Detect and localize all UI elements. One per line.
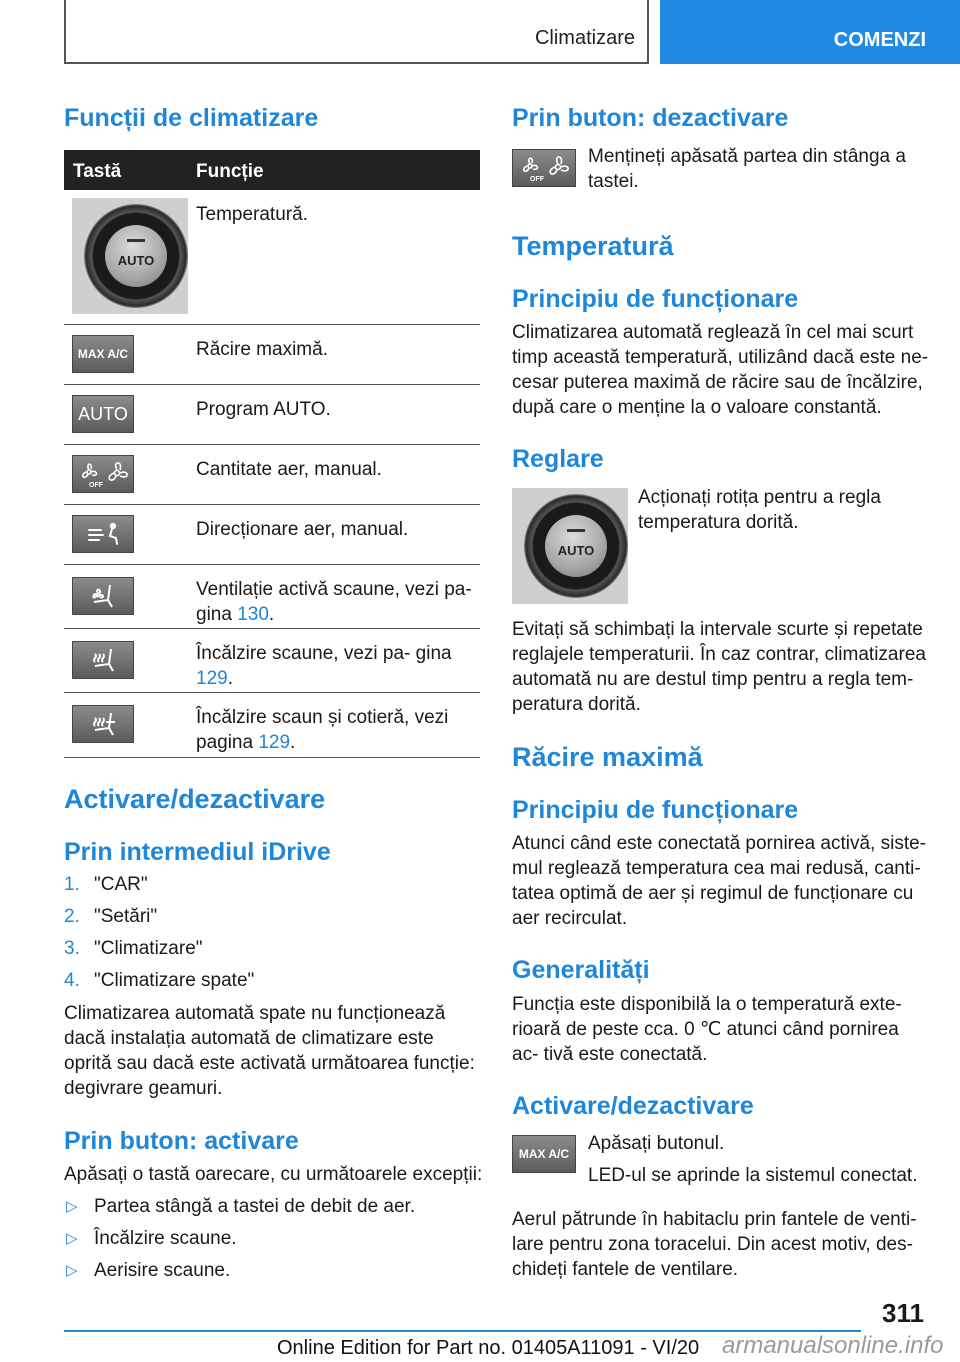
bullet-triangle-icon: ▷ [66, 1262, 78, 1279]
watermark: armanualsonline.info [722, 1332, 944, 1359]
table-row [64, 190, 480, 325]
col-function-header: Funcție [196, 161, 264, 182]
bullet-triangle-icon: ▷ [66, 1198, 78, 1215]
fan-off-key-label: OFF [530, 176, 544, 183]
row-text: Program AUTO. [196, 399, 331, 420]
table-row [64, 629, 480, 693]
row-text-body: Ventilație activă scaune, vezi pa‐ gina [196, 579, 472, 625]
row-text: Încălzire scaun și cotieră, vezi pagina 129. [196, 707, 449, 753]
maxcool-principle-heading: Principiu de funcționare [512, 796, 799, 824]
seat-ventilation-button-icon [72, 577, 134, 615]
step-text: "Climatizare" [94, 938, 203, 959]
step-text: "Climatizare spate" [94, 970, 255, 991]
maxcool-heading: Răcire maximă [512, 742, 703, 772]
table-header [64, 150, 480, 190]
row-text-body: Încălzire scaune, vezi pa‐ gina [196, 643, 452, 664]
adjust-heading: Reglare [512, 445, 604, 473]
principle-heading: Principiu de funcționare [512, 285, 799, 313]
step-number: 3. [64, 938, 80, 959]
header-frame [64, 0, 649, 64]
functions-heading: Funcții de climatizare [64, 104, 319, 132]
row-text: Încălzire scaune, vezi pa‐ gina 129. [196, 643, 452, 689]
seat-heating-button-icon [72, 641, 134, 679]
auto-key-label: AUTO [78, 403, 128, 424]
step-text: "Setări" [94, 906, 158, 927]
page-link-129[interactable]: 129 [196, 668, 228, 689]
table-row [64, 445, 480, 505]
act-note: Aerul pătrunde în habitaclu prin fantele de venti‐ lare pentru zona toracelui. Din acest motiv, des‐ chideți fantele de ventilare. [512, 1209, 917, 1280]
idrive-heading: Prin intermediul iDrive [64, 838, 331, 866]
air-direction-button-icon [72, 515, 134, 553]
exception-text: Partea stângă a tastei de debit de aer. [94, 1196, 416, 1217]
fan-off-button-icon [512, 149, 576, 187]
list-item [64, 1194, 480, 1226]
fan-off-button-icon [72, 455, 134, 493]
adjust-note: Evitați să schimbați la intervale scurte și repetate reglajele temperaturii. În caz contrar, climatizarea automată nu are destul timp pentru a regla tem‐ peratura dorită. [512, 619, 926, 715]
max-ac-key-label: MAX A/C [77, 346, 129, 361]
page-number: 311 [882, 1298, 924, 1328]
activation-heading: Activare/dezactivare [64, 784, 326, 814]
row-text: Direcționare aer, manual. [196, 519, 409, 540]
fan-off-key-label: OFF [89, 482, 103, 489]
exception-text: Încălzire scaune. [94, 1228, 237, 1249]
general-text: Funcția este disponibilă la o temperatură exte‐ rioară de peste cca. 0 ℃ atunci când pornirea ac‐ tivă este conectată. [512, 994, 902, 1065]
maxcool-principle-text: Atunci când este conectată pornirea activă, siste‐ mul reglează temperatura cea mai redusă, canti‐ tatea optimă de aer și regimul de funcționare cu aer recirculat. [512, 833, 927, 929]
list-item [64, 904, 480, 936]
row-text: Răcire maximă. [196, 339, 328, 360]
principle-text: Climatizarea automată reglează în cel mai scurt timp această temperatură, utilizând dacă este ne‐ cesar puterea maximă de răcire sau de încălzire, după care o menține la o valoare constantă. [512, 322, 929, 418]
row-text: Cantitate aer, manual. [196, 459, 382, 480]
step-number: 2. [64, 906, 80, 927]
act-text-2: LED-ul se aprinde la sistemul conectat. [588, 1165, 918, 1186]
button-on-heading: Prin buton: activare [64, 1127, 299, 1155]
max-ac-button-icon [72, 335, 134, 373]
temperature-heading: Temperatură [512, 231, 674, 261]
idrive-steps [64, 872, 480, 994]
max-ac-button-icon[interactable] [512, 1135, 576, 1173]
functions-table [64, 150, 480, 758]
button-on-text: Apăsați o tastă oarecare, cu următoarele excepții: [64, 1164, 483, 1185]
page-link-130[interactable]: 130 [237, 604, 269, 625]
rear-climate-note: Climatizarea automată spate nu funcționează dacă instalația automată de climatizare este oprită sau dacă este activată următoarea funcție: degivrare geamuri. [64, 1003, 475, 1099]
table-row [64, 385, 480, 445]
row-text-body: Încălzire scaun și cotieră, vezi pagina [196, 707, 449, 753]
page-link-129[interactable]: 129 [258, 732, 291, 753]
adjust-text: Acționați rotița pentru a regla temperatura dorită. [638, 487, 881, 533]
dial-auto-label: AUTO [557, 543, 595, 558]
dial-auto-label: AUTO [117, 253, 155, 268]
edition-footer: Online Edition for Part no. 01405A11091 - VI/20 [277, 1337, 700, 1359]
temperature-dial-icon[interactable] [512, 488, 628, 604]
button-off-heading: Prin buton: dezactivare [512, 104, 789, 132]
general-heading: Generalități [512, 956, 650, 984]
section-title: Climatizare [534, 27, 635, 49]
list-item [64, 1258, 480, 1290]
exceptions-list [64, 1194, 480, 1290]
temperature-dial-icon [72, 198, 188, 314]
step-number: 1. [64, 874, 80, 895]
max-ac-key-label: MAX A/C [518, 1146, 570, 1161]
table-row [64, 325, 480, 385]
step-number: 4. [64, 970, 80, 991]
list-item [64, 968, 480, 994]
auto-button-icon [72, 395, 134, 433]
table-row [64, 565, 480, 629]
list-item [64, 872, 480, 904]
table-row [64, 693, 480, 758]
step-text: "CAR" [94, 874, 148, 895]
button-off-text: Mențineți apăsată partea din stânga a tastei. [588, 146, 906, 192]
exception-text: Aerisire scaune. [94, 1260, 231, 1281]
list-item [64, 936, 480, 968]
chapter-tab[interactable]: COMENZI [660, 0, 960, 64]
bullet-triangle-icon: ▷ [66, 1230, 78, 1247]
table-row [64, 505, 480, 565]
act-heading: Activare/dezactivare [512, 1092, 754, 1120]
row-text: Ventilație activă scaune, vezi pa‐ gina 130. [196, 579, 472, 625]
act-text-1: Apăsați butonul. [588, 1133, 725, 1154]
seat-armrest-heating-button-icon [72, 705, 134, 743]
col-key-header: Tastă [73, 161, 122, 182]
list-item [64, 1226, 480, 1258]
row-text: Temperatură. [196, 204, 308, 225]
